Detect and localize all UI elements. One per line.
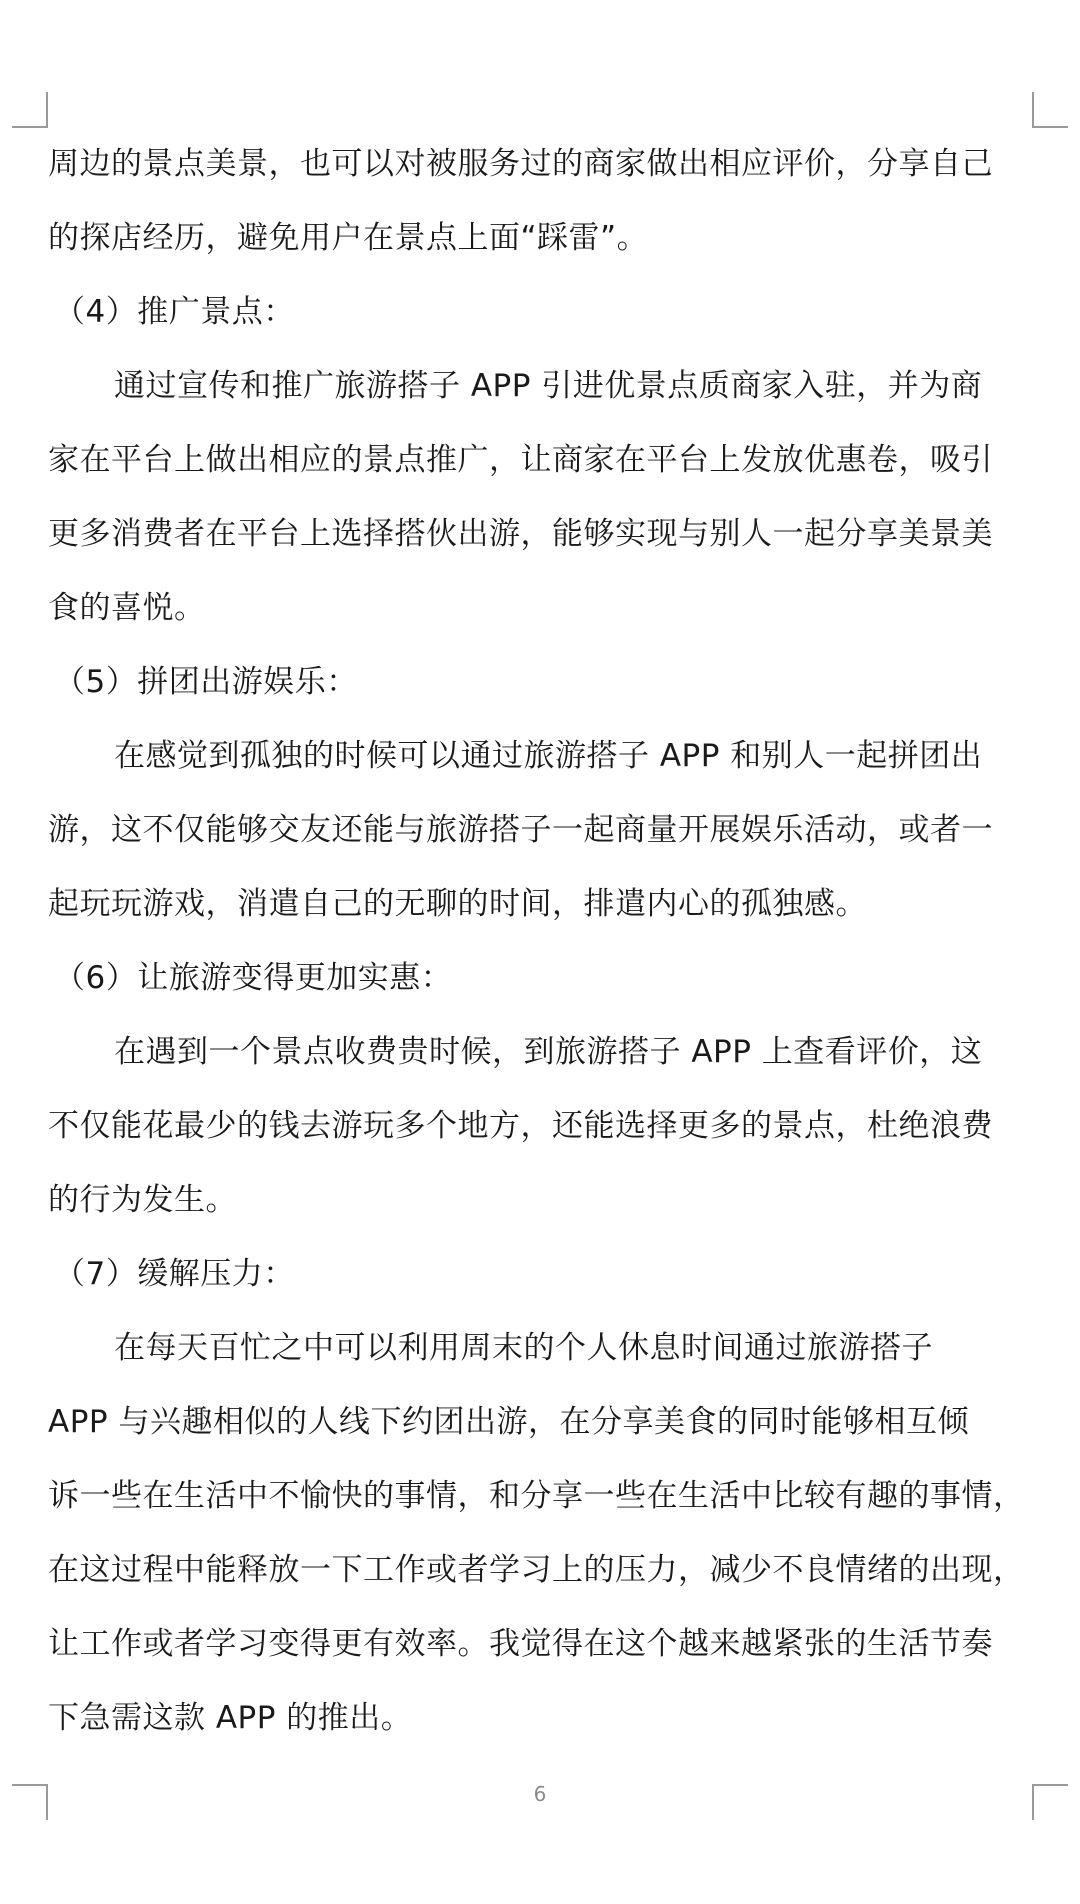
crop-mark-bottom-left [12, 1784, 48, 1820]
text-line: 周边的景点美景，也可以对被服务过的商家做出相应评价，分享自己 [48, 146, 993, 182]
paragraph-start: 在感觉到孤独的时候可以通过旅游搭子 APP 和别人一起拼团出 [114, 738, 983, 774]
text-line: 家在平台上做出相应的景点推广，让商家在平台上发放优惠卷，吸引 [48, 442, 993, 478]
crop-mark-bottom-right [1032, 1784, 1068, 1820]
section-heading-7: （7）缓解压力： [54, 1256, 295, 1292]
crop-mark-top-left [12, 92, 48, 128]
paragraph-start: 在每天百忙之中可以利用周末的个人休息时间通过旅游搭子 [114, 1330, 933, 1366]
text-line: 让工作或者学习变得更有效率。我觉得在这个越来越紧张的生活节奏 [48, 1626, 993, 1662]
text-line: 下急需这款 APP 的推出。 [48, 1700, 413, 1736]
section-heading-4: （4）推广景点： [54, 294, 295, 330]
section-heading-6: （6）让旅游变得更加实惠： [54, 960, 453, 996]
crop-mark-top-right [1032, 92, 1068, 128]
document-body [48, 136, 1040, 1764]
text-line: 的行为发生。 [48, 1182, 237, 1218]
text-line: 不仅能花最少的钱去游玩多个地方，还能选择更多的景点，杜绝浪费 [48, 1108, 993, 1144]
section-heading-5: （5）拼团出游娱乐： [54, 664, 358, 700]
text-line: APP 与兴趣相似的人线下约团出游，在分享美食的同时能够相互倾 [48, 1404, 969, 1440]
text-line: 诉一些在生活中不愉快的事情，和分享一些在生活中比较有趣的事情， [48, 1478, 1025, 1514]
text-line: 游，这不仅能够交友还能与旅游搭子一起商量开展娱乐活动，或者一 [48, 812, 993, 848]
text-line: 在这过程中能释放一下工作或者学习上的压力，减少不良情绪的出现， [48, 1552, 1025, 1588]
paragraph-start: 通过宣传和推广旅游搭子 APP 引进优景点质商家入驻，并为商 [114, 368, 983, 404]
text-line: 食的喜悦。 [48, 590, 206, 626]
text-line: 更多消费者在平台上选择搭伙出游，能够实现与别人一起分享美景美 [48, 516, 993, 552]
page-number: 6 [533, 1782, 547, 1806]
text-line: 起玩玩游戏，消遣自己的无聊的时间，排遣内心的孤独感。 [48, 886, 867, 922]
paragraph-start: 在遇到一个景点收费贵时候，到旅游搭子 APP 上查看评价，这 [114, 1034, 983, 1070]
text-line: 的探店经历，避免用户在景点上面“踩雷”。 [48, 220, 649, 256]
